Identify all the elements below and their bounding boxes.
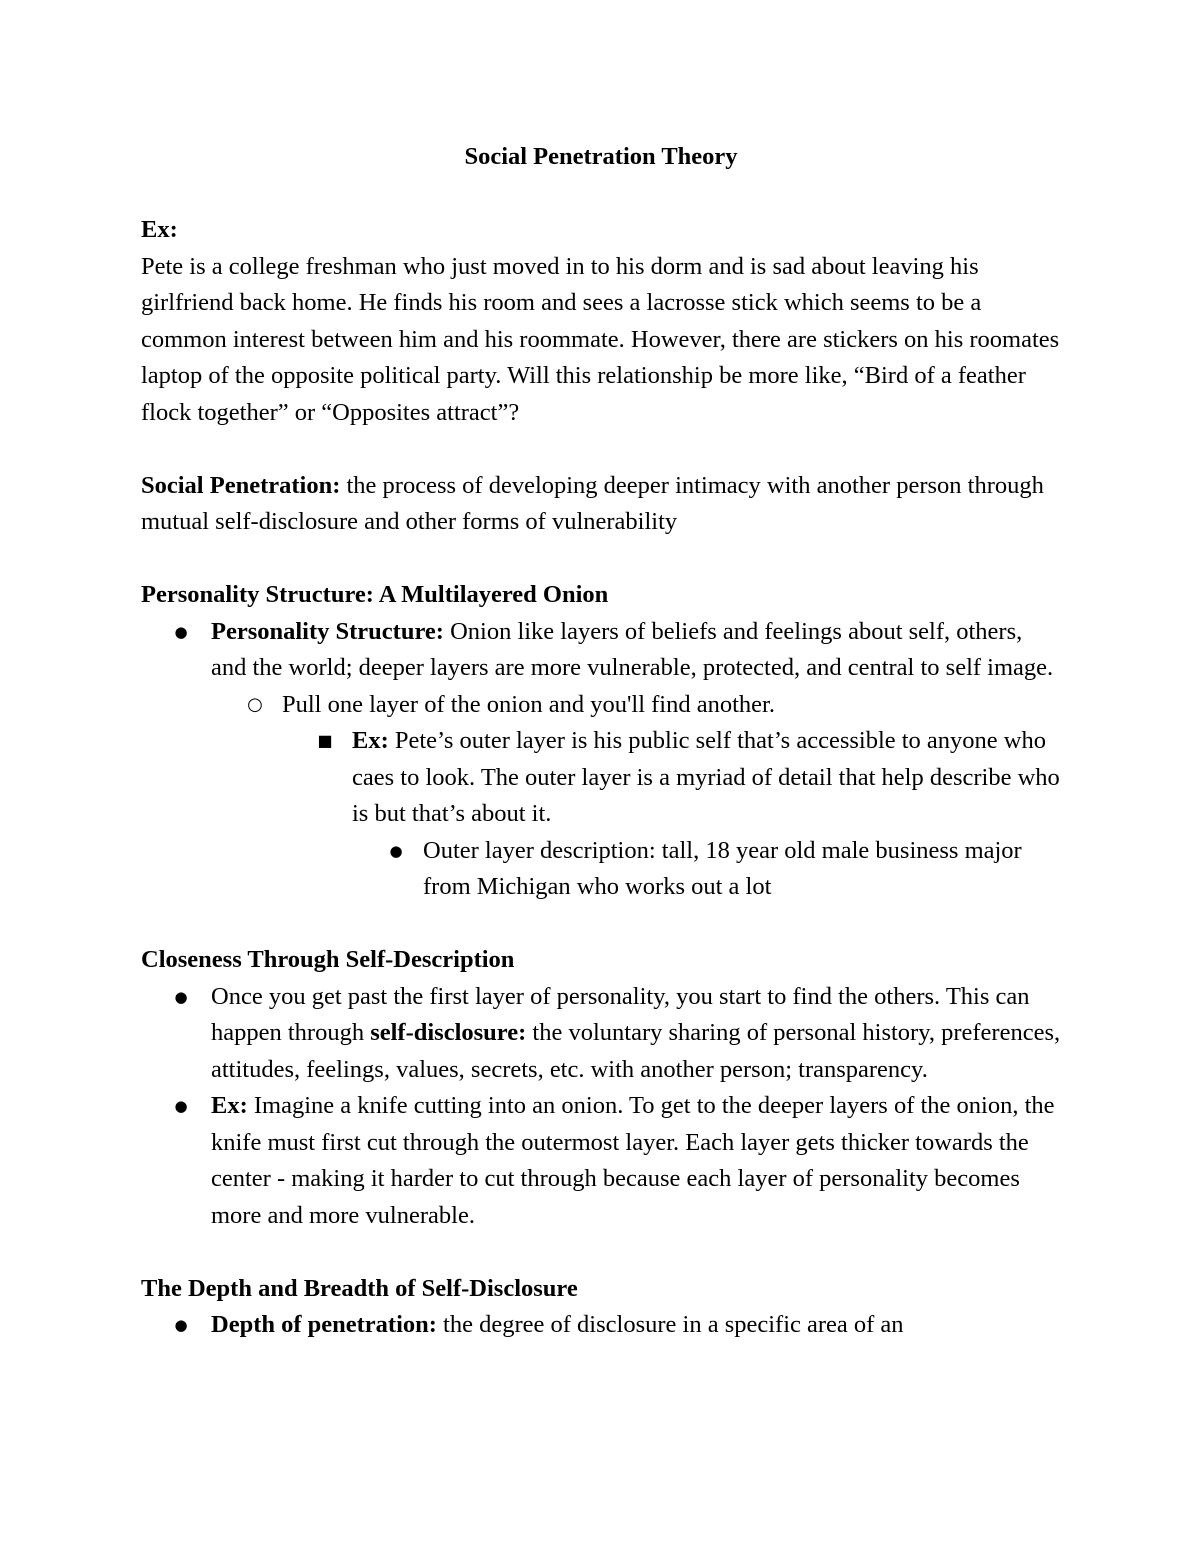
spacer [141,431,1061,468]
bullet-text: the degree of disclosure in a specific area of an [436,1311,904,1338]
example-paragraph: Pete is a college freshman who just moved in to his dorm and is sad about leaving his girlfriend back home. He finds his room and sees a lacrosse stick which seems to be a common interest between him and his roommate. However, there are stickers on his roomates laptop of the opposite political party. Will this relationship be more like, “Bird of a feather flock together” or “Opposites attract”? [141,252,1060,426]
list-item [141,1088,1061,1234]
list-item [141,833,1061,906]
bullet-term: self-disclosure: [370,1019,527,1046]
section-heading-personality-structure: Personality Structure: A Multilayered Onion [141,581,609,608]
bullet-text: Once you get past the first layer of personality, you start to find the others. This can happen through [211,982,1030,1046]
bullet-text: Pete’s outer layer is his public self that’s accessible to anyone who caes to look. The outer layer is a myriad of detail that help describe who is but that’s about it. [352,727,1060,827]
list-item [141,1307,1061,1344]
document-title: Social Penetration Theory [464,143,738,170]
bullet-text: Imagine a knife cutting into an onion. To get to the deeper layers of the onion, the knife must first cut through the outermost layer. Each layer gets thicker towards the center - making it harder to cut through because each layer of personality becomes more and more vulnerable. [211,1092,1055,1229]
circle-bullet-icon: ○ [247,693,263,715]
bullet-text: Onion like layers of beliefs and feelings about self, others, and the world; deeper layers are more vulnerable, protected, and central to self image. [211,617,1054,681]
spacer [141,176,1061,213]
spacer [141,541,1061,578]
square-bullet-icon: ■ [317,731,333,750]
list-item [141,687,1061,724]
spacer [141,906,1061,943]
example-label: Ex: [141,216,178,243]
definition-text: the process of developing deeper intimacy with another person through mutual self-disclosure and other forms of vulnerability [141,471,1044,535]
bullet-icon: ● [174,1316,188,1334]
bullet-icon: ● [174,622,188,641]
bullet-text: Outer layer description: tall, 18 year old male business major from Michigan who works out a lot [423,836,1022,900]
section-heading-depth-breadth: The Depth and Breadth of Self-Disclosure [141,1274,578,1302]
bullet-term: Ex: [211,1092,248,1119]
section-heading-closeness: Closeness Through Self-Description [141,946,515,973]
bullet-icon: ● [389,841,403,860]
definition-paragraph [141,468,1061,541]
bullet-icon: ● [174,1097,188,1115]
definition-term: Social Penetration: [141,471,341,499]
list-item [141,614,1061,687]
bullet-term: Ex: [352,727,389,754]
list-item [141,979,1061,1089]
bullet-icon: ● [174,987,188,1006]
bullet-term: Personality Structure: [211,617,444,645]
document-page [141,139,1061,1344]
bullet-term: Depth of penetration: [211,1311,437,1338]
list-item [141,723,1061,833]
bullet-text: the voluntary sharing of personal history, preferences, attitudes, feelings, values, secrets, etc. with another person; transparency. [211,1019,1061,1083]
spacer [141,1234,1061,1271]
bullet-text: Pull one layer of the onion and you'll find another. [282,690,775,718]
